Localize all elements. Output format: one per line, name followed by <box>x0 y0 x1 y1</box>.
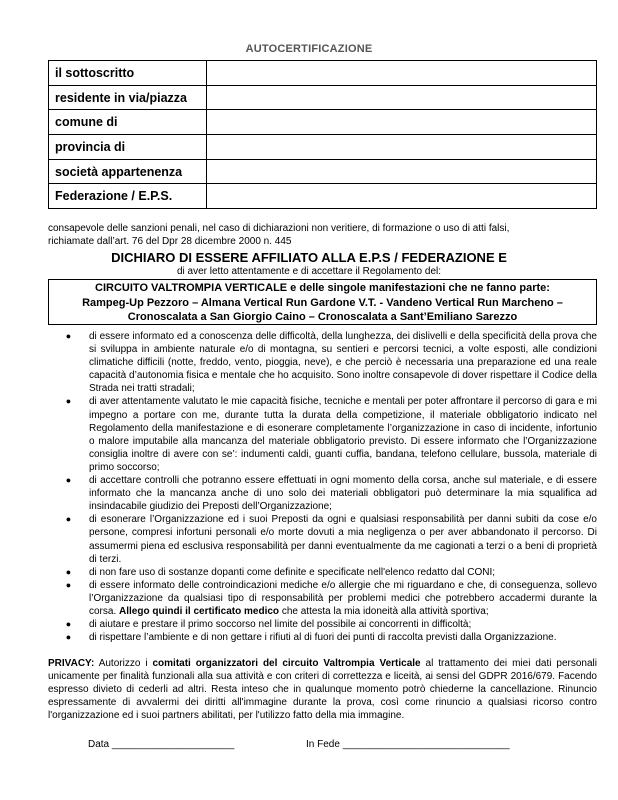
row-label: provincia di <box>49 135 207 160</box>
faith-signature <box>306 739 510 750</box>
personal-data-table <box>48 60 597 209</box>
table-row <box>49 85 597 110</box>
declarations-list <box>48 330 597 644</box>
provincia-field[interactable] <box>207 135 597 160</box>
privacy-paragraph <box>48 657 597 722</box>
comune-field[interactable] <box>207 110 597 135</box>
privacy-label: PRIVACY: <box>48 658 95 669</box>
row-label: Federazione / E.P.S. <box>49 184 207 209</box>
date-line[interactable]: ______________________ <box>111 739 235 750</box>
list-item-text: di aiutare e prestare il primo soccorso nel limite del possibile ai concorrenti in difficoltà; <box>89 619 472 631</box>
signature-line[interactable]: ______________________________ <box>342 739 510 750</box>
intro-line: consapevole delle sanzioni penali, nel caso di dichiarazioni non veritiere, di formazione o uso di atti falsi, <box>48 223 510 234</box>
privacy-text: Autorizzo i <box>94 658 153 669</box>
circuit-box <box>48 279 597 325</box>
row-label: il sottoscritto <box>49 61 207 86</box>
intro-line: richiamate dall’art. 76 del Dpr 28 dicembre 2000 n. 445 <box>48 236 292 247</box>
list-item-text: di accettare controlli che potranno essere effettuati in ogni momento della corsa, anche sul materiale, e di essere informato che la mancanza anche di uno solo dei materiali obbligatori può determinare la mia squalifica ad insindacabile giudizio dei Preposti dell’Organizzazione; <box>89 475 597 513</box>
list-item <box>48 566 597 579</box>
bullet-icon: ● <box>65 579 72 590</box>
bullet-icon: ● <box>65 514 72 525</box>
list-item <box>48 579 597 618</box>
list-item <box>48 395 597 474</box>
list-item-text: di essere informato delle controindicazioni mediche e/o allergie che mi riguardano e che, di conseguenza, sollevo l’Organizzazione da qualsiasi tipo di responsabilità per problemi medici che potrebbero accadermi durante la corsa. <box>89 579 597 617</box>
date-signature <box>88 739 234 750</box>
bullet-icon: ● <box>65 566 72 577</box>
list-item-text: di esonerare l’Organizzazione ed i suoi Preposti da ogni e qualsiasi responsabilità per danni subiti da cose e/o persone, compresi infortuni personali e/o morte dovuti a mia negligenza o per aver abbandonato il percorso. Di assumermi piena ed esclusiva responsabilità per danni eventualmente da me cagionati a terzi o a beni di proprietà di terzi. <box>89 514 597 565</box>
list-item <box>48 474 597 513</box>
bullet-icon: ● <box>65 331 72 341</box>
bullet-icon: ● <box>65 396 72 407</box>
societa-field[interactable] <box>207 159 597 184</box>
table-row <box>49 61 597 86</box>
declaration-heading: DICHIARO DI ESSERE AFFILIATO ALLA E.P.S / FEDERAZIONE E <box>111 250 507 265</box>
list-item-text: di non fare uso di sostanze dopanti come definite e specificate nell'elenco redatto dal CONI; <box>89 566 496 578</box>
privacy-organizers: comitati organizzatori del circuito Valtrompia Verticale <box>152 658 421 669</box>
table-row <box>49 135 597 160</box>
address-field[interactable] <box>207 85 597 110</box>
medical-certificate-note: Allego quindi il certificato medico <box>119 605 280 617</box>
document-title: AUTOCERTIFICAZIONE <box>245 43 373 55</box>
row-label: comune di <box>49 110 207 135</box>
date-label: Data <box>88 739 110 750</box>
circuit-line: Rampeg-Up Pezzoro – Almana Vertical Run Gardone V.T. - Vandeno Vertical Run Marcheno – <box>82 296 563 309</box>
list-item-text: di rispettare l’ambiente e di non gettare i rifiuti al di fuori dei punti di raccolta previsti dalla Organizzazione. <box>89 632 557 644</box>
circuit-line: Cronoscalata a San Giorgio Caino – Cronoscalata a Sant’Emiliano Sarezzo <box>127 311 518 323</box>
list-item <box>48 513 597 565</box>
intro-text <box>48 222 597 248</box>
row-label: residente in via/piazza <box>49 85 207 110</box>
declaration-subtitle: di aver letto attentamente e di accettare il Regolamento del: <box>176 266 442 277</box>
table-row <box>49 159 597 184</box>
list-item <box>48 330 597 395</box>
bullet-icon: ● <box>65 632 72 643</box>
sottoscritto-field[interactable] <box>207 61 597 86</box>
federazione-field[interactable] <box>207 184 597 209</box>
list-item-text: di aver attentamente valutato le mie capacità fisiche, tecniche e mentali per poter affrontare il percorso di gara e mi impegno a portare con me, durante tutta la durata della competizione, il materiale obbligatorio indicato nel Regolamento della manifestazione e di esonerare completamente l’organizzazione in caso di incidente, infortunio o malore imputabile alla mancanza del materiale obbligatorio previsto. Di essere informato che l’Organizzazione consiglia inoltre di avere con se’: indumenti caldi, guanti cuffia, bandana, telefono cellulare, bussola, materiale di primo soccorso; <box>89 396 597 473</box>
list-item <box>48 631 597 644</box>
faith-label: In Fede <box>306 739 340 750</box>
list-item-text: che attesta la mia idoneità alla attività sportiva; <box>279 605 489 617</box>
list-item <box>48 618 597 631</box>
row-label: società appartenenza <box>49 159 207 184</box>
table-row <box>49 184 597 209</box>
list-item-text: di essere informato ed a conoscenza delle difficoltà, della lunghezza, dei dislivelli e della specificità della prova che si sviluppa in ambiente naturale e/o di montagna, su sentieri e percorsi tecnici, a volte esposti, alle condizioni climatiche difficili (notte, freddo, vento, pioggia, neve), e che perciò è necessaria una preparazione ed una reale capacità d’autonomia fisica e mentale che ho acquisito. Sono inoltre consapevole di dover rispettare il Codice della Strada nei tratti stradali; <box>89 331 597 395</box>
bullet-icon: ● <box>65 475 72 486</box>
bullet-icon: ● <box>65 619 72 630</box>
circuit-line: CIRCUITO VALTROMPIA VERTICALE e delle singole manifestazioni che ne fanno parte: <box>95 282 550 294</box>
privacy-text: al trattamento dei miei dati personali unicamente per finalità funzionali alla sua attività e con criteri di correttezza e liceità, ai sensi del GDPR 2016/679. Facendo espresso divieto di cederli ad altri. Resta inteso che in qualunque momento potrò chiederne la cancellazione. Rinuncio espressamente di avvalermi dei diritti all'immagine durante la prova, così come rinuncio a qualsiasi ricorso contro l'organizzazione ed i suoi partners abilitati, per l'utilizzo fatto della mia immagine. <box>48 658 597 722</box>
table-row <box>49 110 597 135</box>
